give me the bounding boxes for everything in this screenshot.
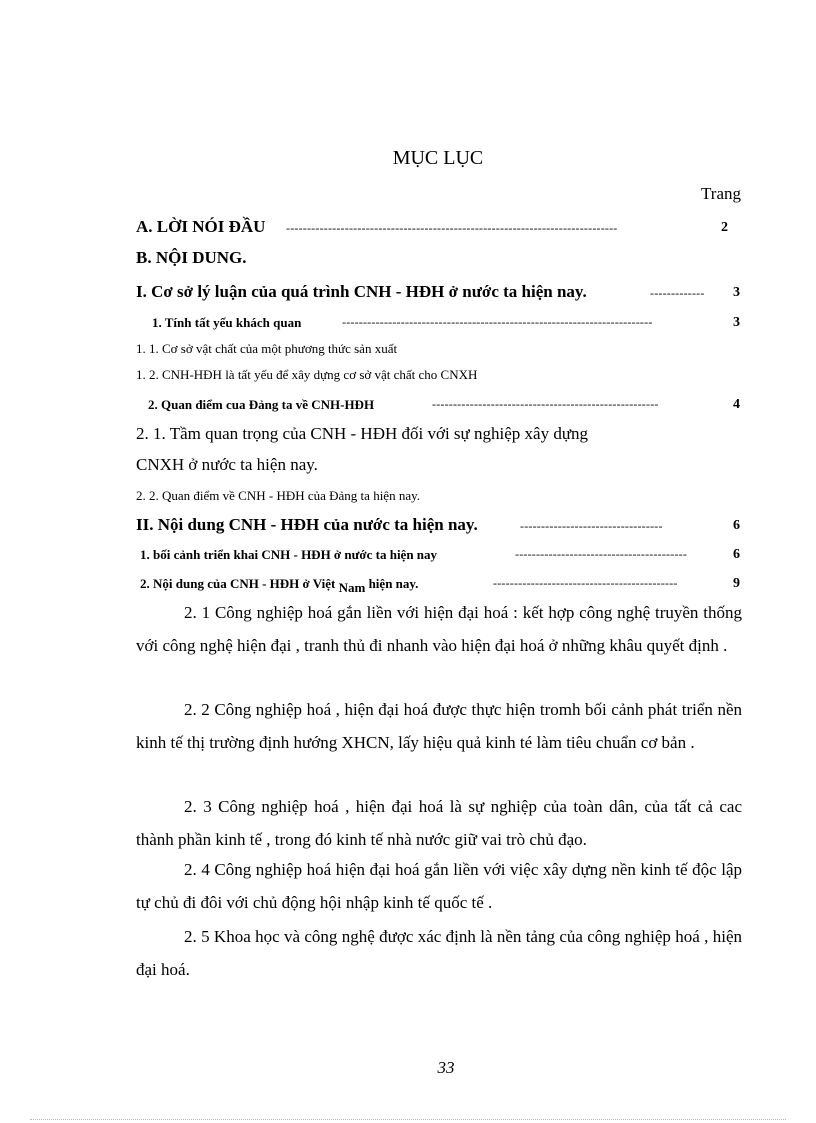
toc-entry-part: Nam — [338, 580, 366, 595]
toc-entry-part: 2. Nội dung của CNH - HĐH ở Việt — [140, 576, 339, 591]
toc-entry: B. NỘI DUNG. — [136, 248, 247, 267]
toc-page-number: 6 — [733, 518, 740, 533]
paragraph-text: 2. 1 Công nghiệp hoá gắn liền với hiện đại hoá : kết hợp công nghệ truyền thống với công nghệ hiện đại , tranh thủ đi nhanh vào hiện đại hoá ở những khâu quyết định . — [136, 603, 742, 655]
toc-page-number: 6 — [733, 547, 740, 562]
paragraph-text: 2. 5 Khoa học và công nghệ được xác định là nền tảng của công nghiệp hoá , hiện đại hoá. — [136, 927, 742, 979]
toc-entry: II. Nội dung CNH - HĐH của nước ta hiện nay. — [136, 515, 478, 534]
page-number: 33 — [437, 1058, 455, 1077]
toc-entry: 2. Quan điểm cua Đảng ta về CNH-HĐH — [148, 397, 375, 412]
toc-entry: 1. 2. CNH-HĐH là tất yếu để xây dựng cơ sở vật chất cho CNXH — [136, 367, 478, 382]
toc-entry: 1. 1. Cơ sở vật chất của một phương thức sản xuất — [136, 341, 398, 356]
toc-page-number: 3 — [733, 285, 740, 300]
toc-leader: ------------- — [650, 286, 705, 300]
toc-entry: I. Cơ sở lý luận của quá trình CNH - HĐH ở nước ta hiện nay. — [136, 282, 587, 301]
toc-entry: A. LỜI NÓI ĐẦU — [136, 217, 266, 236]
paragraph-text: 2. 4 Công nghiệp hoá hiện đại hoá gắn liền với việc xây dựng nền kinh tế độc lập tự chủ đi đôi với chủ động hội nhập kinh tế quốc tế . — [136, 860, 742, 912]
toc-leader: ---------------------------------- — [520, 519, 663, 533]
toc-page-number: 3 — [733, 315, 740, 330]
toc-page-number: 9 — [733, 576, 740, 591]
toc-leader: ----------------------------------------- — [515, 547, 688, 561]
paragraph-text: 2. 3 Công nghiệp hoá , hiện đại hoá là sự nghiệp của toàn dân, của tất cả cac thành phần kinh tế , trong đó kinh tế nhà nước giữ vai trò chủ đạo. — [136, 797, 742, 849]
toc-entry: CNXH ở nước ta hiện nay. — [136, 455, 318, 474]
toc-leader: -------------------------------------------- — [493, 576, 678, 590]
toc-page-number: 2 — [721, 220, 728, 235]
toc-leader: ------------------------------------------------------ — [432, 397, 659, 411]
toc-entry: 2. 1. Tầm quan trọng của CNH - HĐH đối với sự nghiệp xây dựng — [136, 424, 589, 443]
toc-page-number: 4 — [733, 397, 740, 412]
toc-entry: 1. Tính tất yếu khách quan — [152, 315, 302, 330]
toc-title: MỤC LỤC — [392, 147, 484, 169]
toc-leader: -------------------------------------------------------------------------- — [342, 315, 653, 329]
body-paragraph — [136, 790, 742, 856]
toc-entry — [140, 576, 419, 595]
page-column-label: Trang — [701, 184, 741, 203]
paragraph-text: 2. 2 Công nghiệp hoá , hiện đại hoá được thực hiện tromh bối cảnh phát triển nền kinh tế thị trường định hướng XHCN, lấy hiệu quả kinh té làm tiêu chuẩn cơ bản . — [136, 700, 742, 752]
toc-entry-part: hiện nay. — [365, 576, 419, 591]
toc-entry: 1. bối cảnh triển khai CNH - HĐH ở nước ta hiện nay — [140, 547, 438, 562]
page-bottom-divider — [30, 1119, 786, 1120]
toc-entry: 2. 2. Quan điểm về CNH - HĐH của Đảng ta hiện nay. — [136, 488, 421, 503]
body-paragraph — [136, 693, 742, 759]
toc-leader: ------------------------------------------------------------------------------- — [286, 221, 618, 235]
body-paragraph — [136, 853, 742, 919]
body-paragraph — [136, 596, 742, 662]
body-paragraph — [136, 920, 742, 986]
